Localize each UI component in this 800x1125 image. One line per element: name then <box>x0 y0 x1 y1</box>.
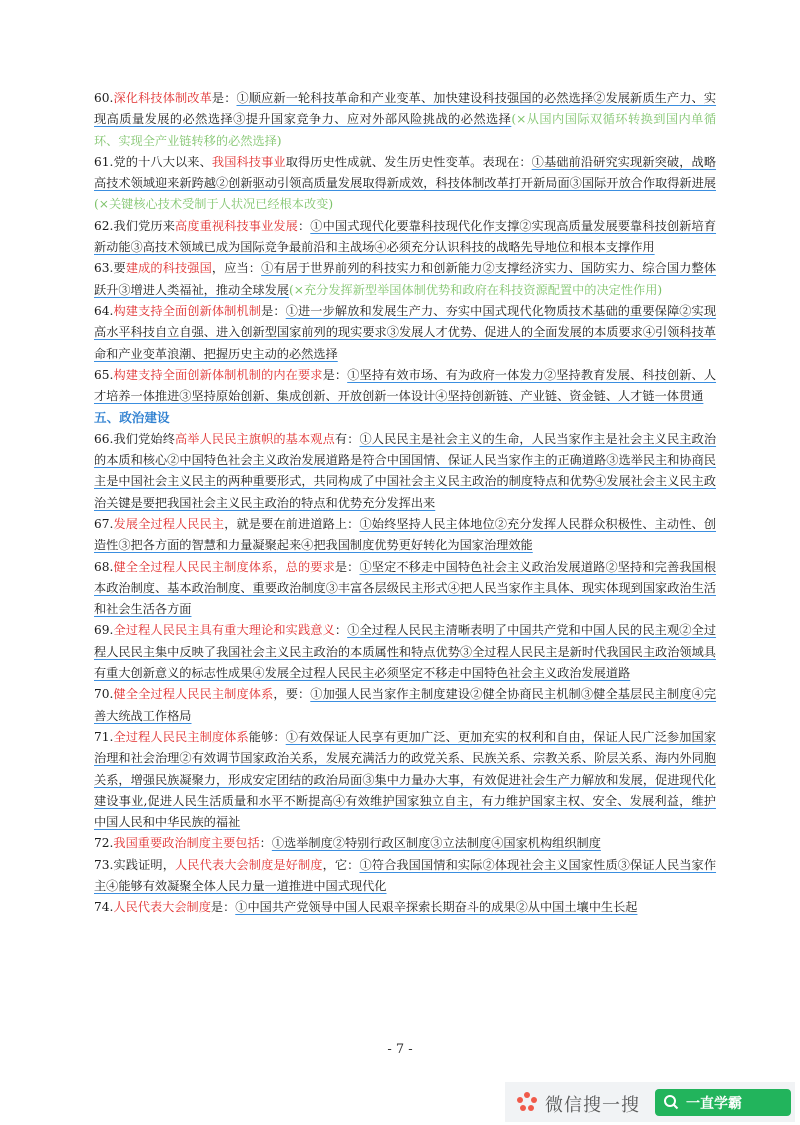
item-number: 60. <box>94 91 114 105</box>
item-wrong-option-note: (×从国内国际双循环转换到国内单循环、实现全产业链转移的必然选择) <box>94 112 717 148</box>
item-answer: ①人民民主是社会主义的生命，人民当家作主是社会主义民主政治的本质和核心②中国特色社会主义政治发展道路是符合中国国情、保证人民当家作主的正确道路③选举民主和协商民主是中国社会主义民主的两种重要形式，共同构成了中国社会主义民主政治的制度特点和优势④发展社会主义民主政治关键是要把我国社会主义民主政治的特点和优势充分发挥出来 <box>94 431 717 510</box>
item-answer: ①坚持有效市场、有为政府一体发力②坚持教育发展、科技创新、人才培养一体推进③坚持原始创新、集成创新、开放创新一体设计④坚持创新链、产业链、资金链、人才链一体贯通 <box>94 367 717 404</box>
item-number: 73. <box>94 857 114 872</box>
question-item <box>94 216 716 259</box>
question-item <box>94 897 716 918</box>
item-answer: ①全过程人民民主清晰表明了中国共产党和中国人民的民主观②全过程人民民主集中反映了我国社会主义民主政治的本质属性和特点优势③全过程人民民主是新时代我国民主政治领域具有重大创新意义的标志性成果④发展全过程人民民主必须坚定不移走中国特色社会主义政治发展道路 <box>94 623 717 681</box>
item-keyword: 深化科技体制改革 <box>113 91 212 105</box>
watermark-text: 微信搜一搜 <box>545 1095 640 1116</box>
question-item <box>94 833 716 854</box>
item-number: 61. <box>94 154 114 169</box>
item-prompt-text: ： <box>334 623 348 638</box>
item-keyword: 全过程人民民主制度体系 <box>113 729 249 744</box>
item-answer: ①符合我国国情和实际②体现社会主义国家性质③保证人民当家作主④能够有效凝聚全体人民力量一道推进中国式现代化 <box>94 857 717 893</box>
item-number: 62. <box>94 218 114 233</box>
page-number: - 7 - <box>387 1042 413 1057</box>
item-lead-text: 实践证明， <box>113 857 175 872</box>
item-answer: ①中国共产党领导中国人民艰辛探索长期奋斗的成果②从中国土壤中生长起 <box>235 900 638 915</box>
item-prompt-text: 是： <box>261 303 286 318</box>
item-prompt-text: 是： <box>211 91 237 105</box>
watermark-tag-text: 一直学霸 <box>686 1096 742 1112</box>
item-answer: ①顺应新一轮科技革命和产业变革、加快建设科技强国的必然选择②发展新质生产力、实现高质量发展的必然选择③提升国家竞争力、应对外部风险挑战的必然选择 <box>94 91 717 127</box>
item-keyword: 健全全过程人民民主制度体系，总的要求 <box>113 559 335 574</box>
item-number: 68. <box>94 559 114 574</box>
question-item <box>94 684 716 727</box>
item-number: 74. <box>94 900 114 915</box>
item-keyword: 全过程人民民主具有重大理论和实践意义 <box>113 623 335 638</box>
wechat-search-logo-icon <box>515 1090 539 1114</box>
wechat-search-watermark[interactable] <box>505 1082 795 1122</box>
item-lead-text: 我们党始终 <box>113 431 175 446</box>
item-keyword: 人民代表大会制度 <box>113 900 211 915</box>
item-number: 70. <box>94 687 114 702</box>
item-keyword: 构建支持全面创新体制机制 <box>113 303 262 318</box>
question-item <box>94 258 716 301</box>
item-number: 64. <box>94 303 114 318</box>
item-number: 67. <box>94 516 114 531</box>
item-answer: ①基础前沿研究实现新突破，战略高技术领域迎来新跨越②创新驱动引领高质量发展取得新成效，科技体制改革打开新局面③国际开放合作取得新进展 <box>94 154 717 191</box>
item-answer: ①加强人民当家作主制度建设②健全协商民主机制③健全基层民主制度④完善大统战工作格局 <box>94 687 717 723</box>
item-prompt-text: 能够： <box>248 729 286 744</box>
item-answer: ①有效保证人民享有更加广泛、更加充实的权利和自由，保证人民广泛参加国家治理和社会治理②有效调节国家政治关系，发展充满活力的政党关系、民族关系、宗教关系、阶层关系、海内外同胞关系，增强民族凝聚力，形成安定团结的政治局面③集中力量办大事，有效促进社会生产力解放和发展，促进现代化 建设事业,促进人民生活质量和水平不断提高④有效维护国家独立自主，有力维护国家主权、安全、发展利益，维护中国人民和中华民族的福祉 <box>94 729 717 830</box>
item-prompt-text: ，它： <box>322 857 360 872</box>
item-answer: ①有居于世界前列的科技实力和创新能力②支撑经济实力、国防实力、综合国力整体跃升③增进人类福祉，推动全球发展 <box>94 261 717 297</box>
question-item <box>94 727 716 833</box>
item-number: 63. <box>94 261 114 276</box>
section-heading: 五、政治建设 <box>94 410 170 426</box>
item-prompt-text: 是： <box>322 367 348 382</box>
question-item <box>94 88 716 152</box>
item-prompt-text: ，就是要在前进道路上： <box>224 516 360 531</box>
item-wrong-option-note: (×充分发挥新型举国体制优势和政府在科技资源配置中的决定性作用) <box>289 282 663 297</box>
item-prompt-text: ，应当： <box>211 261 262 276</box>
item-list-tech <box>94 88 716 407</box>
question-item <box>94 429 716 514</box>
item-lead-text: 我们党历来 <box>113 218 175 233</box>
item-keyword: 我国科技事业 <box>211 154 286 169</box>
item-answer: ①中国式现代化要靠科技现代化作支撑②实现高质量发展要靠科技创新培育新动能③高技术领域已成为国际竞争最前沿和主战场④必须充分认识科技的战略先导地位和根本支撑作用 <box>94 218 717 255</box>
item-keyword: 建成的科技强国 <box>125 261 212 276</box>
item-number: 71. <box>94 729 114 744</box>
item-number: 65. <box>94 367 114 382</box>
item-answer: ①进一步解放和发展生产力、夯实中国式现代化物质技术基础的重要保障②实现高水平科技自立自强、进入创新型国家前列的现实要求③发展人才优势、促进人的全面发展的本质要求④引领科技革命和产业变革浪潮、把握历史主动的必然选择 <box>94 303 717 361</box>
item-keyword: 构建支持全面创新体制机制的内在要求 <box>113 367 323 382</box>
question-item <box>94 514 716 557</box>
item-prompt-text: ： <box>259 836 272 851</box>
item-answer: ①始终坚持人民主体地位②充分发挥人民群众积极性、主动性、创造性③把各方面的智慧和力量凝聚起来④把我国制度优势更好转化为国家治理效能 <box>94 516 717 553</box>
watermark-search-tag[interactable] <box>655 1089 791 1116</box>
item-prompt-text: ： <box>297 218 311 233</box>
question-item <box>94 301 716 365</box>
item-answer: ①选举制度②特别行政区制度③立法制度④国家机构组织制度 <box>271 836 601 851</box>
item-number: 66. <box>94 431 114 446</box>
item-lead-text: 党的十八大以来、 <box>113 154 212 169</box>
question-item <box>94 365 716 408</box>
item-number: 69. <box>94 623 114 638</box>
document-page <box>94 88 716 919</box>
item-keyword: 高举人民民主旗帜的基本观点 <box>175 431 335 446</box>
item-keyword: 我国重要政治制度主要包括 <box>113 836 260 851</box>
question-item <box>94 620 716 684</box>
item-list-politics <box>94 429 716 919</box>
item-answer: ①坚定不移走中国特色社会主义政治发展道路②坚持和完善我国根本政治制度、基本政治制度、重要政治制度③丰富各层级民主形式④把人民当家作主具体、现实体现到国家政治生活和社会生活各方面 <box>94 559 717 617</box>
item-number: 72. <box>94 836 114 851</box>
item-lead-text: 要 <box>113 261 126 276</box>
item-wrong-option-note: (×关键核心技术受制于人状况已经根本改变) <box>94 197 334 212</box>
item-prompt-text: 有： <box>334 431 360 446</box>
item-prompt-text: 是： <box>334 559 360 574</box>
question-item <box>94 152 716 216</box>
question-item <box>94 557 716 621</box>
search-icon <box>663 1094 679 1110</box>
item-keyword: 发展全过程人民民主 <box>113 516 225 531</box>
item-prompt-text: 是： <box>210 900 236 915</box>
item-keyword: 人民代表大会制度是好制度 <box>175 857 323 872</box>
question-item <box>94 855 716 898</box>
item-keyword: 高度重视科技事业发展 <box>175 218 298 233</box>
item-keyword: 健全全过程人民民主制度体系 <box>113 687 274 702</box>
item-prompt-text: ，要： <box>273 687 311 702</box>
item-prompt-text: 取得历史性成就、发生历史性变革。表现在： <box>285 154 532 169</box>
